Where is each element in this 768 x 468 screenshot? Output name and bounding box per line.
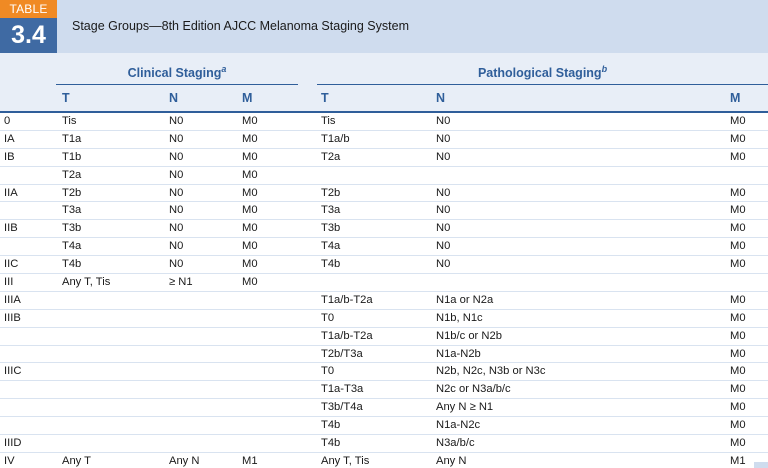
cell-stage: IB bbox=[4, 150, 15, 163]
table-row bbox=[0, 220, 768, 238]
table-row bbox=[0, 346, 768, 364]
cell-path-n: N1a-N2c bbox=[436, 419, 481, 432]
cell-path-n: N3a/b/c bbox=[436, 437, 475, 450]
col-path-m: M bbox=[730, 91, 741, 105]
group-header-row bbox=[0, 53, 768, 86]
cell-stage: IIB bbox=[4, 222, 18, 235]
cell-clinical-n: N0 bbox=[169, 168, 184, 181]
table-row bbox=[0, 381, 768, 399]
cell-clinical-m: M0 bbox=[242, 240, 258, 253]
cell-clinical-m: M0 bbox=[242, 258, 258, 271]
cell-path-n: N0 bbox=[436, 115, 451, 127]
cell-stage: IIA bbox=[4, 186, 18, 199]
cell-path-t: T4a bbox=[321, 240, 341, 253]
cell-clinical-t: T4a bbox=[62, 240, 82, 253]
cell-path-m: M0 bbox=[730, 240, 746, 253]
cell-path-t: T0 bbox=[321, 365, 335, 378]
cell-clinical-n: N0 bbox=[169, 186, 184, 199]
cell-path-n: N2c or N3a/b/c bbox=[436, 383, 511, 396]
cell-path-n: N0 bbox=[436, 204, 451, 217]
table-row bbox=[0, 292, 768, 310]
table-row bbox=[0, 131, 768, 149]
cell-path-t: Any T, Tis bbox=[321, 454, 370, 467]
cell-clinical-t: Tis bbox=[62, 115, 77, 127]
cell-clinical-m: M0 bbox=[242, 150, 258, 163]
cell-path-m: M0 bbox=[730, 204, 746, 217]
cell-path-m: M0 bbox=[730, 150, 746, 163]
cell-clinical-n: N0 bbox=[169, 150, 184, 163]
cell-path-t: T1a/b-T2a bbox=[321, 329, 373, 342]
cell-stage: IA bbox=[4, 132, 15, 145]
cell-clinical-t: T4b bbox=[62, 258, 82, 271]
cell-clinical-t: T1a bbox=[62, 132, 82, 145]
clinical-footnote-marker: a bbox=[221, 64, 227, 74]
col-path-n: N bbox=[436, 91, 446, 105]
table-row bbox=[0, 274, 768, 292]
cell-path-m: M0 bbox=[730, 222, 746, 235]
cell-path-m: M1 bbox=[730, 454, 746, 467]
cell-path-m: M0 bbox=[730, 419, 746, 432]
cell-clinical-t: T3b bbox=[62, 222, 82, 235]
cell-clinical-m: M0 bbox=[242, 132, 258, 145]
cell-path-n: N0 bbox=[436, 240, 451, 253]
cell-path-t: T3a bbox=[321, 204, 341, 217]
table-row bbox=[0, 149, 768, 167]
pathological-footnote-marker: b bbox=[601, 64, 608, 74]
cell-path-n: N2b, N2c, N3b or N3c bbox=[436, 365, 546, 378]
cell-path-n: N0 bbox=[436, 258, 451, 271]
col-clinical-n: N bbox=[169, 91, 179, 105]
table-body bbox=[0, 113, 768, 468]
cell-clinical-n: Any N bbox=[169, 454, 200, 467]
cell-clinical-m: M0 bbox=[242, 168, 258, 181]
cell-path-t: T2a bbox=[321, 150, 341, 163]
cell-path-t: T2b bbox=[321, 186, 341, 199]
cell-clinical-n: N0 bbox=[169, 132, 184, 145]
cell-path-t: T4b bbox=[321, 258, 341, 271]
col-clinical-t: T bbox=[62, 91, 70, 105]
col-path-t: T bbox=[321, 91, 329, 105]
table-row bbox=[0, 238, 768, 256]
cell-path-t: T2b/T3a bbox=[321, 347, 363, 360]
cell-clinical-n: ≥ N1 bbox=[169, 276, 193, 289]
cell-clinical-n: N0 bbox=[169, 115, 184, 127]
cell-path-m: M0 bbox=[730, 132, 746, 145]
pathological-staging-heading: Pathological Staging$^b$ bbox=[477, 64, 608, 81]
table-title: Stage Groups—8th Edition AJCC Melanoma Staging System bbox=[72, 19, 409, 33]
cell-path-m: M0 bbox=[730, 383, 746, 396]
cell-stage: IIIA bbox=[4, 293, 21, 306]
col-clinical-m: M bbox=[242, 91, 253, 105]
table-row bbox=[0, 202, 768, 220]
cell-clinical-t: T2b bbox=[62, 186, 82, 199]
cell-path-n: N0 bbox=[436, 222, 451, 235]
table-number-badge bbox=[0, 0, 57, 53]
cell-stage: 0 bbox=[4, 115, 11, 127]
clinical-staging-heading: Clinical Staging$^a$ bbox=[127, 64, 227, 81]
table-header bbox=[0, 0, 768, 53]
cell-path-n: N0 bbox=[436, 150, 451, 163]
cell-path-m: M0 bbox=[730, 115, 746, 127]
cell-stage: IIIB bbox=[4, 311, 21, 324]
cell-path-m: M0 bbox=[730, 311, 746, 324]
cell-stage: IIC bbox=[4, 258, 19, 271]
table-row bbox=[0, 310, 768, 328]
cell-clinical-m: M0 bbox=[242, 276, 258, 289]
cell-clinical-n: N0 bbox=[169, 204, 184, 217]
cell-path-t: T4b bbox=[321, 437, 341, 450]
cell-clinical-m: M0 bbox=[242, 186, 258, 199]
cell-path-t: T1a-T3a bbox=[321, 383, 364, 396]
cell-stage: IIID bbox=[4, 437, 22, 450]
cell-path-m: M0 bbox=[730, 365, 746, 378]
cell-clinical-n: N0 bbox=[169, 240, 184, 253]
cell-clinical-n: N0 bbox=[169, 222, 184, 235]
cell-path-n: N0 bbox=[436, 132, 451, 145]
cell-path-n: N0 bbox=[436, 186, 451, 199]
cell-clinical-m: M0 bbox=[242, 222, 258, 235]
table-row bbox=[0, 256, 768, 274]
table-row bbox=[0, 417, 768, 435]
cell-path-t: Tis bbox=[321, 115, 336, 127]
cell-clinical-t: Any T, Tis bbox=[62, 276, 111, 289]
cell-clinical-n: N0 bbox=[169, 258, 184, 271]
cell-clinical-t: T2a bbox=[62, 168, 82, 181]
cell-stage: IV bbox=[4, 454, 15, 467]
table-row bbox=[0, 113, 768, 131]
clinical-group-rule bbox=[56, 84, 298, 85]
cell-path-n: N1a or N2a bbox=[436, 293, 494, 306]
cell-path-m: M0 bbox=[730, 401, 746, 414]
table-row bbox=[0, 363, 768, 381]
cell-path-m: M0 bbox=[730, 437, 746, 450]
cell-clinical-m: M0 bbox=[242, 204, 258, 217]
cell-clinical-t: T3a bbox=[62, 204, 82, 217]
table-row bbox=[0, 328, 768, 346]
cell-path-m: M0 bbox=[730, 347, 746, 360]
cell-clinical-t: T1b bbox=[62, 150, 82, 163]
cell-path-m: M0 bbox=[730, 186, 746, 199]
cell-clinical-t: Any T bbox=[62, 454, 92, 467]
cell-path-n: Any N ≥ N1 bbox=[436, 401, 494, 414]
table-row bbox=[0, 399, 768, 417]
cell-path-t: T3b bbox=[321, 222, 341, 235]
cell-path-t: T3b/T4a bbox=[321, 401, 363, 414]
cell-path-t: T4b bbox=[321, 419, 341, 432]
cell-path-t: T1a/b bbox=[321, 132, 350, 145]
table-row bbox=[0, 185, 768, 203]
cell-clinical-m: M0 bbox=[242, 115, 258, 127]
cell-stage: IIIC bbox=[4, 365, 22, 378]
column-header-row bbox=[0, 86, 768, 111]
page-corner-tab bbox=[754, 462, 768, 468]
cell-path-t: T0 bbox=[321, 311, 335, 324]
cell-path-n: N1a-N2b bbox=[436, 347, 481, 360]
cell-path-n: N1b/c or N2b bbox=[436, 329, 502, 342]
cell-path-m: M0 bbox=[730, 258, 746, 271]
badge-label: TABLE bbox=[0, 0, 57, 18]
cell-path-m: M0 bbox=[730, 329, 746, 342]
cell-stage: III bbox=[4, 276, 14, 289]
table-row bbox=[0, 167, 768, 185]
table-row bbox=[0, 453, 768, 468]
cell-path-n: N1b, N1c bbox=[436, 311, 483, 324]
pathological-group-rule bbox=[317, 84, 768, 85]
cell-clinical-m: M1 bbox=[242, 454, 258, 467]
badge-number: 3.4 bbox=[0, 18, 57, 53]
cell-path-m: M0 bbox=[730, 293, 746, 306]
cell-path-t: T1a/b-T2a bbox=[321, 293, 373, 306]
table-row bbox=[0, 435, 768, 453]
cell-path-n: Any N bbox=[436, 454, 467, 467]
